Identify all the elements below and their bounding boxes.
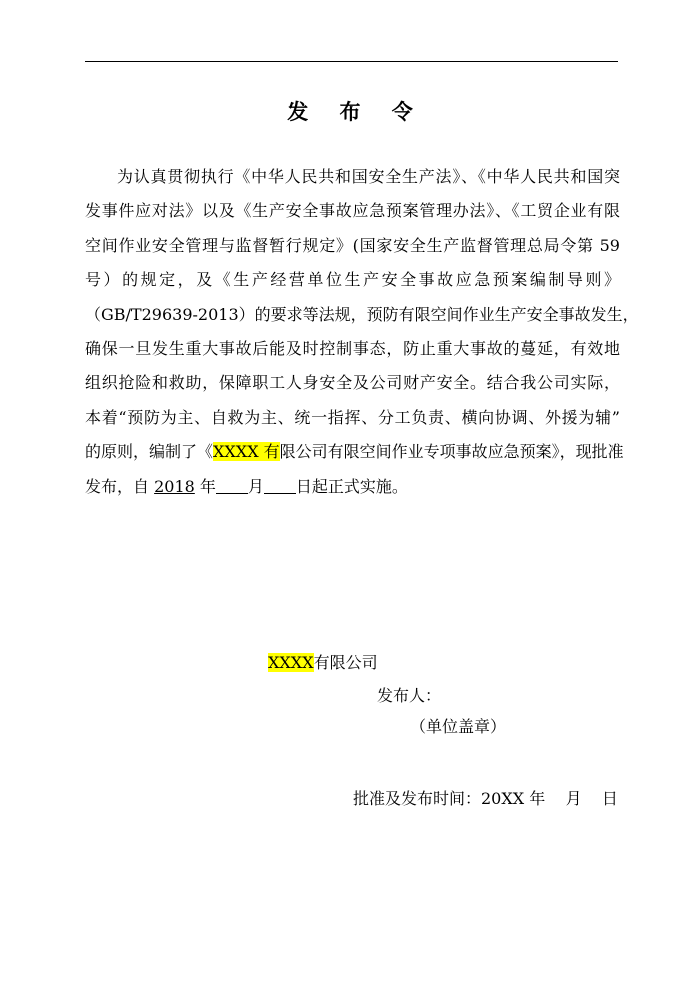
publisher-label: 发布人： bbox=[377, 686, 442, 705]
body-line: 确保一旦发生重大事故后能及时控制事态，防止重大事故的蔓延，有效地 bbox=[85, 338, 620, 358]
body-text-segment: 的原则，编制了《 bbox=[85, 442, 214, 462]
company-placeholder-highlight: XXXX 有 bbox=[213, 442, 280, 462]
seal-note: （单位盖章） bbox=[410, 717, 507, 736]
body-text-segment: 发布，自 bbox=[85, 476, 155, 496]
month-blank bbox=[216, 477, 248, 494]
body-line: 为认真贯彻执行《中华人民共和国安全生产法》、《中华人民共和国突 bbox=[117, 167, 620, 186]
body-line: 号）的规定，及《生产经营单位生产安全事故应急预案编制导则》 bbox=[85, 270, 620, 290]
effective-year: 2018 bbox=[154, 476, 195, 496]
day-blank bbox=[264, 477, 296, 494]
body-text-segment: 限公司有限空间作业专项事故应急预案》，现批准 bbox=[279, 442, 624, 462]
body-line: 本着“预防为主、自救为主、统一指挥、分工负责、横向协调、外援为辅” bbox=[85, 407, 620, 427]
month-unit: 月 bbox=[247, 476, 264, 496]
header-rule bbox=[85, 61, 618, 62]
body-line bbox=[85, 470, 620, 504]
body-line: 组织抢险和救助，保障职工人身安全及公司财产安全。结合我公司实际， bbox=[85, 373, 620, 393]
body-line bbox=[85, 435, 624, 469]
company-name bbox=[268, 650, 378, 673]
company-placeholder-highlight: XXXX bbox=[268, 653, 314, 672]
document-body bbox=[85, 160, 639, 504]
body-line: 空间作业安全管理与监督暂行规定》(国家安全生产监督管理总局令第 59 bbox=[85, 235, 620, 255]
year-unit: 年 bbox=[194, 476, 216, 496]
body-text-segment: 日起正式实施。 bbox=[295, 476, 408, 496]
body-line: 发事件应对法》以及《生产安全事故应急预案管理办法》、《工贸企业有限 bbox=[85, 201, 620, 221]
body-line: （GB/T29639-2013）的要求等法规，预防有限空间作业生产安全事故发生， bbox=[85, 304, 639, 324]
company-suffix: 有限公司 bbox=[313, 653, 378, 672]
approval-date: 批准及发布时间：20XX 年 月 日 bbox=[353, 789, 618, 808]
document-title: 发 布 令 bbox=[287, 99, 425, 124]
